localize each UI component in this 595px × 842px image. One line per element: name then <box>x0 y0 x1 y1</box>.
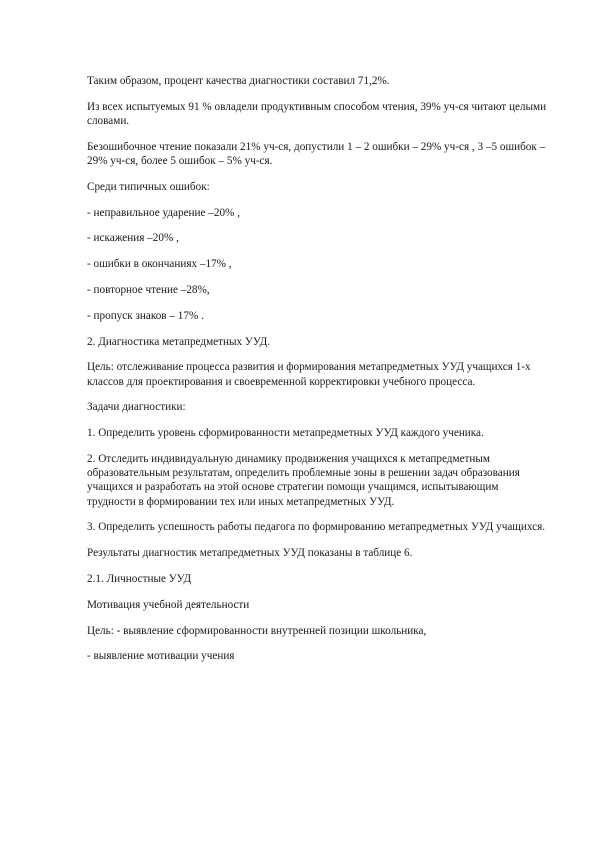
paragraph-tasks-heading: Задачи диагностики: <box>87 401 186 414</box>
task-item-2: 2. Отследить индивидуальную динамику продвижения учащихся к метапредметным образовательным результатам, определить проблемные зоны в решении задач образования учащихся и разработать на этой основе стратегии помощи учащимся, испытывающим трудности в формировании тех или иных метапредметных УУД. <box>87 452 520 508</box>
list-item-repeated-reading: - повторное чтение –28%, <box>87 283 210 296</box>
paragraph-typical-errors-heading: Среди типичных ошибок: <box>87 180 210 193</box>
paragraph-quality-percent: Таким образом, процент качества диагностики составил 71,2%. <box>87 75 390 87</box>
paragraph-motivation-heading: Мотивация учебной деятельности <box>87 598 250 611</box>
paragraph-goal-internal-position: Цель: - выявление сформированности внутренней позиции школьника, <box>87 624 427 637</box>
list-item-distortions: - искажения –20% , <box>87 232 179 245</box>
task-item-3: 3. Определить успешность работы педагога по формированию метапредметных УУД учащихся. <box>87 521 546 534</box>
subsection-heading-personal: 2.1. Личностные УУД <box>87 572 192 585</box>
paragraph-goal: Цель: отслеживание процесса развития и формирования метапредметных УУД учащихся 1-х классов для проектирования и своевременной корректировки учебного процесса. <box>87 361 531 388</box>
list-item-skipped-signs: - пропуск знаков – 17% . <box>87 309 204 322</box>
paragraph-results-table-ref: Результаты диагностик метапредметных УУД показаны в таблице 6. <box>87 547 413 560</box>
document-body <box>87 74 547 675</box>
task-item-1: 1. Определить уровень сформированности метапредметных УУД каждого ученика. <box>87 427 484 440</box>
list-item-wrong-stress: - неправильное ударение –20% , <box>87 206 240 219</box>
paragraph-productive-reading: Из всех испытуемых 91 % овладели продуктивным способом чтения, 39% уч-ся читают целыми словами. <box>87 100 547 127</box>
list-item-learning-motivation: - выявление мотивации учения <box>87 650 235 663</box>
list-item-ending-errors: - ошибки в окончаниях –17% , <box>87 258 232 271</box>
paragraph-error-free-reading: Безошибочное чтение показали 21% уч-ся, допустили 1 – 2 ошибки – 29% уч-ся , 3 –5 ошибок – 29% уч-ся, более 5 ошибок – 5% уч-ся. <box>87 140 546 167</box>
section-heading-metasubject: 2. Диагностика метапредметных УУД. <box>87 335 271 348</box>
